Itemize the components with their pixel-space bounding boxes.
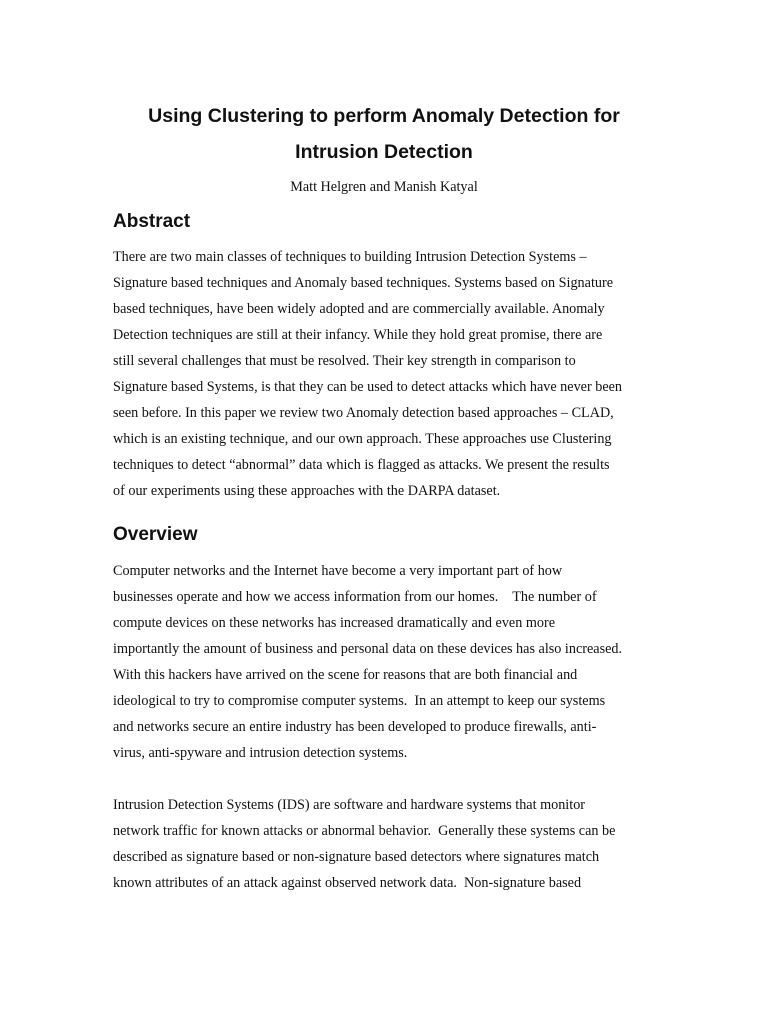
text-line: With this hackers have arrived on the scene for reasons that are both financial and bbox=[113, 667, 578, 683]
text-line: Detection techniques are still at their infancy. While they hold great promise, there are bbox=[113, 327, 603, 343]
text-line: and networks secure an entire industry has been developed to produce firewalls, anti- bbox=[113, 719, 597, 735]
text-line: seen before. In this paper we review two Anomaly detection based approaches – CLAD, bbox=[113, 405, 614, 421]
text-line: based techniques, have been widely adopted and are commercially available. Anomaly bbox=[113, 301, 605, 317]
title-line: Intrusion Detection bbox=[295, 141, 473, 163]
text-line: Computer networks and the Internet have become a very important part of how bbox=[113, 563, 563, 579]
text-line: Intrusion Detection Systems (IDS) are software and hardware systems that monitor bbox=[113, 797, 586, 813]
text-line: There are two main classes of techniques to building Intrusion Detection Systems – bbox=[113, 249, 587, 265]
title-line: Using Clustering to perform Anomaly Detection for bbox=[148, 105, 620, 127]
overview-heading: Overview bbox=[113, 524, 198, 545]
text-line: businesses operate and how we access information from our homes. The number of bbox=[113, 589, 597, 605]
text-line: Signature based Systems, is that they can be used to detect attacks which have never been bbox=[113, 379, 623, 395]
abstract-paragraph bbox=[113, 244, 673, 504]
text-line: which is an existing technique, and our own approach. These approaches use Clustering bbox=[113, 431, 612, 447]
ids-paragraph bbox=[113, 792, 673, 896]
abstract-heading: Abstract bbox=[113, 211, 191, 232]
text-line: compute devices on these networks has increased dramatically and even more bbox=[113, 615, 556, 631]
paper-title bbox=[0, 98, 768, 170]
text-line: still several challenges that must be resolved. Their key strength in comparison to bbox=[113, 353, 576, 369]
text-line: virus, anti-spyware and intrusion detection systems. bbox=[113, 745, 408, 761]
overview-paragraph bbox=[113, 558, 673, 766]
text-line: of our experiments using these approaches with the DARPA dataset. bbox=[113, 483, 501, 499]
text-line: importantly the amount of business and personal data on these devices has also increased. bbox=[113, 641, 623, 657]
text-line: techniques to detect “abnormal” data which is flagged as attacks. We present the results bbox=[113, 457, 610, 473]
text-line: ideological to try to compromise computer systems. In an attempt to keep our systems bbox=[113, 693, 606, 709]
paper-authors: Matt Helgren and Manish Katyal bbox=[290, 179, 478, 195]
text-line: Signature based techniques and Anomaly based techniques. Systems based on Signature bbox=[113, 275, 614, 291]
text-line: network traffic for known attacks or abnormal behavior. Generally these systems can be bbox=[113, 823, 616, 839]
text-line: known attributes of an attack against observed network data. Non-signature based bbox=[113, 875, 582, 891]
text-line: described as signature based or non-signature based detectors where signatures match bbox=[113, 849, 600, 865]
